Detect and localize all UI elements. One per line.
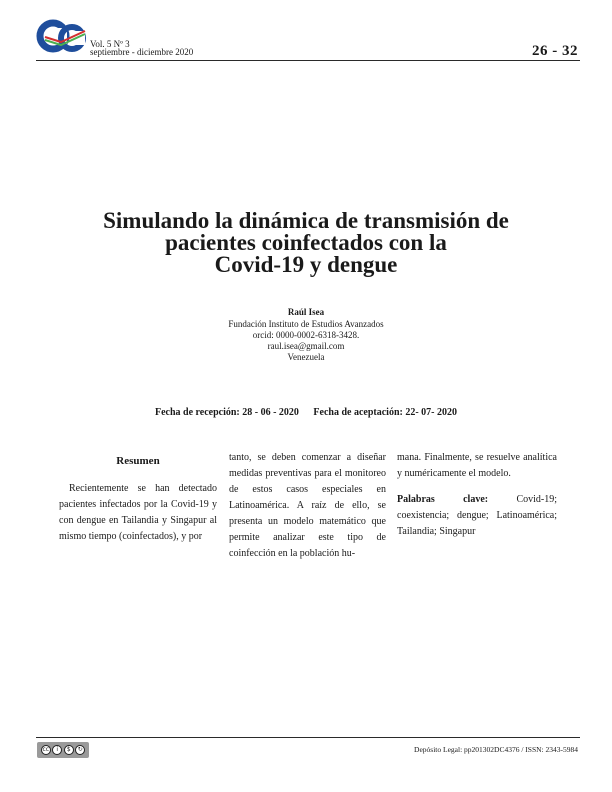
title-line: Covid-19 y dengue (214, 252, 398, 277)
period-label: septiembre - diciembre 2020 (90, 47, 194, 57)
acceptance-date: Fecha de aceptación: 22- 07- 2020 (313, 407, 458, 418)
abstract-heading: Resumen (116, 455, 160, 467)
abstract-text: Recientemente se han detectado pacientes infectados por la Covid-19 y con dengue en Tailandia y Singapur al mismo tiempo (coinfectados), y por (59, 483, 217, 542)
by-icon: i (52, 745, 62, 755)
author-email: raul.isea@gmail.com (267, 341, 345, 351)
abstract-text: tanto, se deben comenzar a diseñar medidas preventivas para el monitoreo de estos casos especiales en Latinoamérica. A raíz de ello, se presenta un modelo matemático que permite analizar este tipo de coinfección en la población hu- (229, 452, 386, 559)
author-name: Raúl Isea (287, 307, 325, 317)
title-line: pacientes coinfectados con la (165, 230, 447, 255)
author-country: Venezuela (287, 352, 325, 362)
title-line: Simulando la dinámica de transmisión de (103, 208, 509, 233)
article-title (60, 210, 552, 276)
keywords (397, 492, 557, 540)
author-orcid: orcid: 0000-0002-6318-3428. (252, 330, 360, 340)
legal-deposit: Depósito Legal: pp201302DC4376 / ISSN: 2343-5984 (414, 745, 578, 754)
footer-divider (36, 737, 580, 738)
abstract-text: mana. Finalmente, se resuelve analítica y numéricamente el modelo. (397, 452, 557, 479)
creative-commons-icon[interactable] (37, 742, 89, 758)
header-divider (36, 60, 580, 61)
submission-dates (60, 407, 552, 418)
page-range: 26 - 32 (532, 43, 578, 59)
volume-label: Vol. 5 Nº 3 (90, 39, 130, 49)
abstract-column-1 (59, 453, 217, 545)
author-block (100, 307, 512, 363)
cc-icon: cc (42, 746, 50, 753)
nc-icon: $ (64, 745, 74, 755)
abstract-column-2 (229, 450, 386, 562)
abstract-column-3 (397, 450, 557, 540)
author-affiliation: Fundación Instituto de Estudios Avanzados (228, 319, 384, 329)
sa-icon: ↻ (75, 745, 85, 755)
journal-logo-icon (35, 14, 91, 58)
keywords-label: Palabras clave: (397, 494, 489, 505)
keywords-list: Covid-19; coexistencia; dengue; Latinoamérica; Tailandia; Singapur (397, 494, 558, 537)
reception-date: Fecha de recepción: 28 - 06 - 2020 (154, 407, 299, 418)
